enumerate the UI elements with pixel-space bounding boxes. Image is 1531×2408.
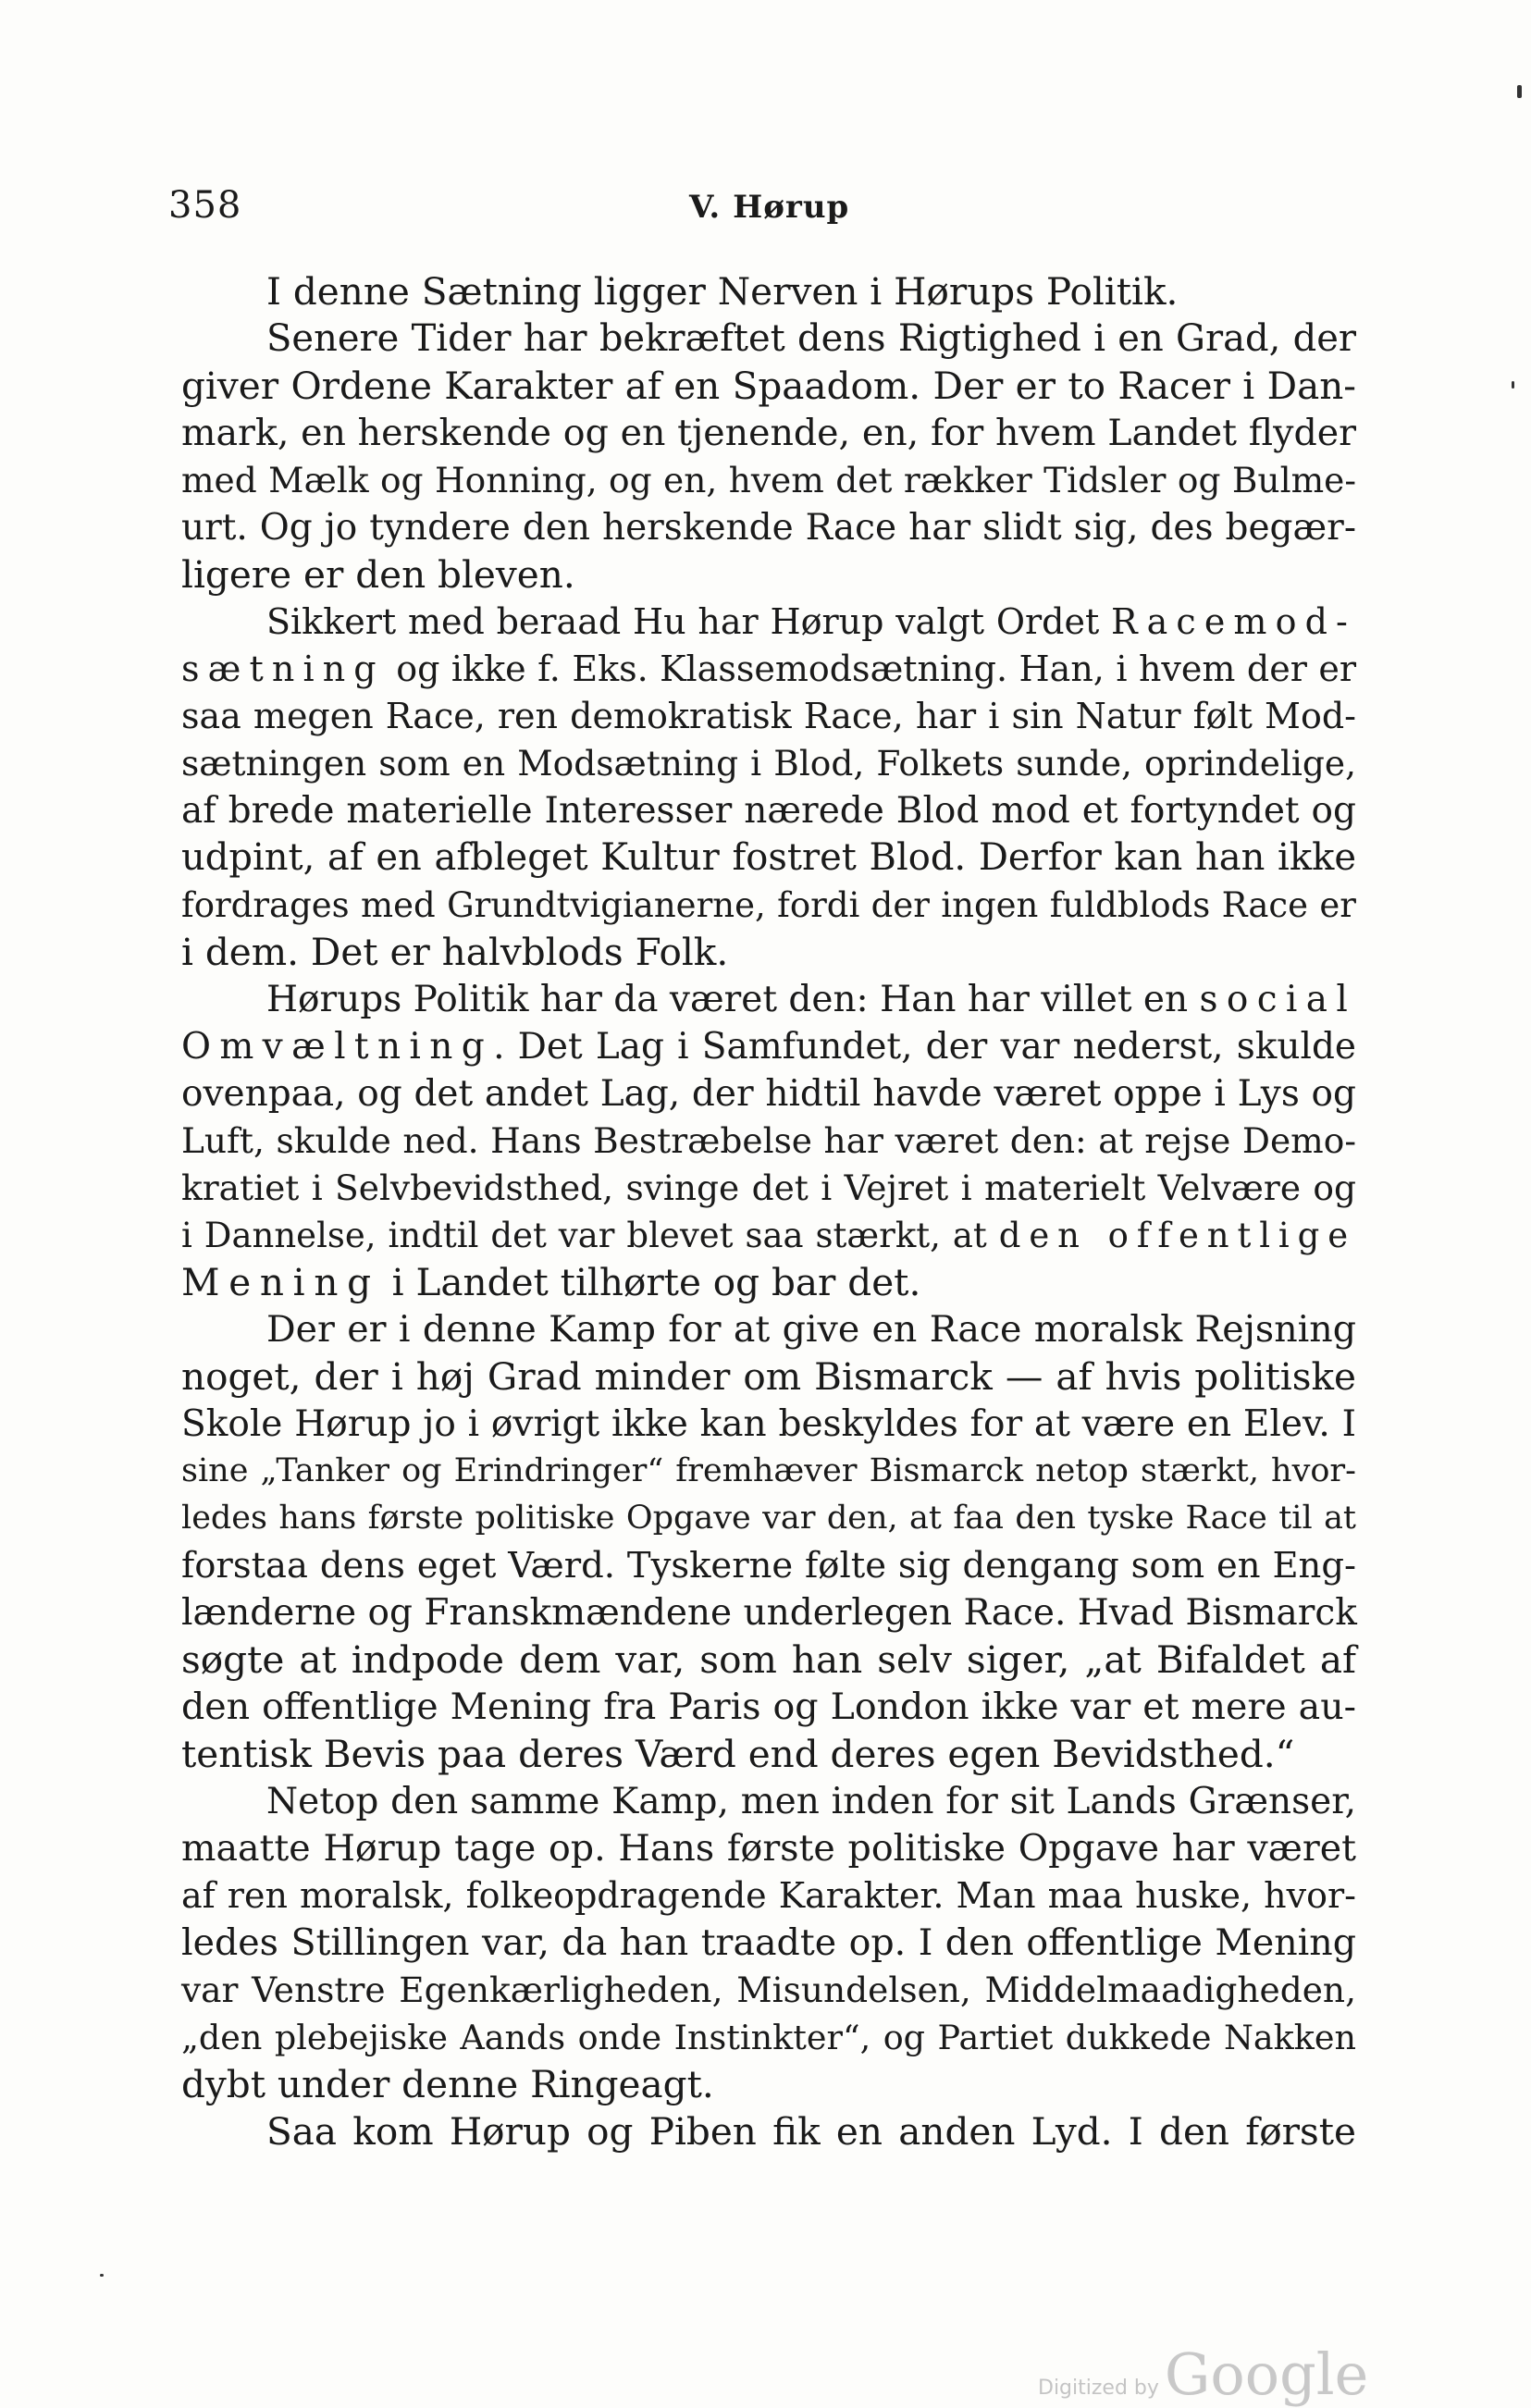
text-line [181,2061,1356,2108]
text-run: søgte at indpode dem var, som han selv siger, „at Bifaldet af [181,1637,1356,1682]
text-line [181,740,1356,787]
text-run: Saa kom Hørup og Piben fik en anden Lyd. I den første [266,2109,1356,2154]
text-run: Sikkert med beraad Hu har Hørup valgt Ordet [266,601,1112,642]
body-text [181,268,1356,2155]
text-line [181,1778,1356,1825]
text-line [181,1448,1356,1495]
text-line [181,268,1356,315]
text-line [181,1967,1356,2014]
text-line [181,1589,1356,1636]
digitized-prefix: Digitized by [1038,2377,1159,2400]
text-run: giver Ordene Karakter af en Spaadom. Der er to Racer i Dan- [181,364,1356,408]
spaced-emphasis-text: sætning [181,648,385,689]
text-line [181,1306,1356,1353]
text-run: dybt under denne Ringeagt. [181,2062,714,2106]
text-line [181,1542,1356,1589]
text-line [181,976,1356,1023]
text-run: Hørups Politik har da været den: Han har villet en [266,979,1200,1020]
text-line [181,1165,1356,1212]
text-line [181,1684,1356,1731]
spaced-emphasis-text: den offentlige [998,1216,1356,1255]
text-line [181,504,1356,551]
digitized-watermark [1038,2340,1368,2408]
text-line [181,787,1356,834]
text-run: maatte Hørup tage op. Hans første politiske Opgave har været [181,1827,1356,1870]
text-run: forstaa dens eget Værd. Tyskerne følte sig dengang som en Eng- [181,1545,1356,1587]
scan-speck [1517,85,1522,98]
text-run: i Dannelse, indtil det var blevet saa stærkt, at [181,1216,999,1255]
text-run: ovenpaa, og det andet Lag, der hidtil havde været oppe i Lys og [181,1073,1356,1115]
text-run: i Landet tilhørte og bar det. [379,1260,921,1304]
text-line [181,2014,1356,2061]
scan-speck [1512,381,1514,389]
text-run: ledes Stillingen var, da han traadte op. I den offentlige Mening [181,1921,1356,1964]
text-run: ledes hans første politiske Opgave var den, at faa den tyske Race til at [181,1500,1356,1537]
text-run: af ren moralsk, folkeopdragende Karakter. Man maa huske, hvor- [181,1875,1356,1916]
text-line [181,1825,1356,1872]
text-run: kratiet i Selvbevidsthed, svinge det i Vejret i materielt Velvære og [181,1167,1356,1208]
google-logo: Google [1164,2340,1369,2408]
text-run: Luft, skulde ned. Hans Bestræbelse har været den: at rejse Demo- [181,1120,1356,1161]
text-line [181,1401,1356,1448]
text-line [181,646,1356,693]
text-run: Netop den samme Kamp, men inden for sit Lands Grænser, [266,1781,1356,1822]
text-run: af brede materielle Interesser nærede Blod mod et fortyndet og [181,790,1356,832]
text-line [181,929,1356,976]
text-run: Senere Tider har bekræftet dens Rigtighed i en Grad, der [266,317,1356,360]
text-run: i dem. Det er halvblods Folk. [181,930,729,974]
text-line [181,363,1356,410]
text-line [181,1259,1356,1306]
text-line [181,457,1356,504]
text-run: udpint, af en afbleget Kultur fostret Blod. Derfor kan han ikke [181,836,1356,879]
text-line [181,693,1356,740]
text-run: sætningen som en Modsætning i Blod, Folkets sunde, oprindelige, [181,743,1356,784]
text-run: lænderne og Franskmændene underlegen Race. Hvad Bismarck [181,1592,1357,1634]
text-run: urt. Og jo tyndere den herskende Race har slidt sig, des begær- [181,507,1356,549]
text-run: fordrages med Grundtvigianerne, fordi der ingen fuldblods Race er [181,885,1356,925]
text-line [181,1636,1356,1684]
text-run: mark, en herskende og en tjenende, en, for hvem Landet flyder [181,412,1356,454]
text-line [181,882,1356,929]
text-line [181,1495,1356,1542]
text-line [181,1731,1356,1778]
text-run: Der er i denne Kamp for at give en Race moralsk Rejsning [266,1308,1356,1351]
running-head: V. Hørup [689,189,850,226]
text-line [181,599,1356,646]
text-line [181,1872,1356,1920]
text-run: den offentlige Mening fra Paris og London ikke var et mere au- [181,1686,1356,1728]
text-run: I denne Sætning ligger Nerven i Hørups Politik. [266,269,1179,314]
scan-speck [100,2274,104,2277]
text-line [181,1212,1356,1259]
spaced-emphasis-text: Racemod- [1111,601,1356,642]
text-line [181,1353,1356,1401]
text-run: Skole Hørup jo i øvrigt ikke kan beskyldes for at være en Elev. I [181,1403,1356,1445]
text-line [181,834,1356,882]
text-run: . Det Lag i Samfundet, der var nederst, skulde [493,1026,1356,1068]
text-line [181,410,1356,457]
text-line [181,551,1356,599]
text-run: tentisk Bevis paa deres Værd end deres egen Bevidsthed.“ [181,1732,1295,1776]
text-run: noget, der i høj Grad minder om Bismarck — af hvis politiske [181,1354,1356,1399]
page-number: 358 [168,184,242,227]
text-line [181,1920,1356,1967]
text-run: var Venstre Egenkærligheden, Misundelsen, Middelmaadigheden, [181,1970,1356,2010]
text-run: „den plebejiske Aands onde Instinkter“, og Partiet dukkede Nakken [181,2018,1356,2057]
text-line [181,1023,1356,1070]
text-run: med Mælk og Honning, og en, hvem det rækker Tidsler og Bulme- [181,460,1356,500]
text-line [181,2108,1356,2155]
text-run: saa megen Race, ren demokratisk Race, har i sin Natur følt Mod- [181,696,1356,736]
spaced-emphasis-text: Omvæltning [181,1026,494,1068]
text-line [181,1070,1356,1118]
spaced-emphasis-text: Mening [181,1260,380,1304]
spaced-emphasis-text: social [1199,979,1357,1020]
text-run: og ikke f. Eks. Klassemodsætning. Han, i hvem der er [384,648,1356,689]
text-line [181,1118,1356,1165]
text-line [181,315,1356,363]
text-run: ligere er den bleven. [181,552,575,597]
text-run: sine „Tanker og Erindringer“ fremhæver Bismarck netop stærkt, hvor- [181,1452,1356,1489]
